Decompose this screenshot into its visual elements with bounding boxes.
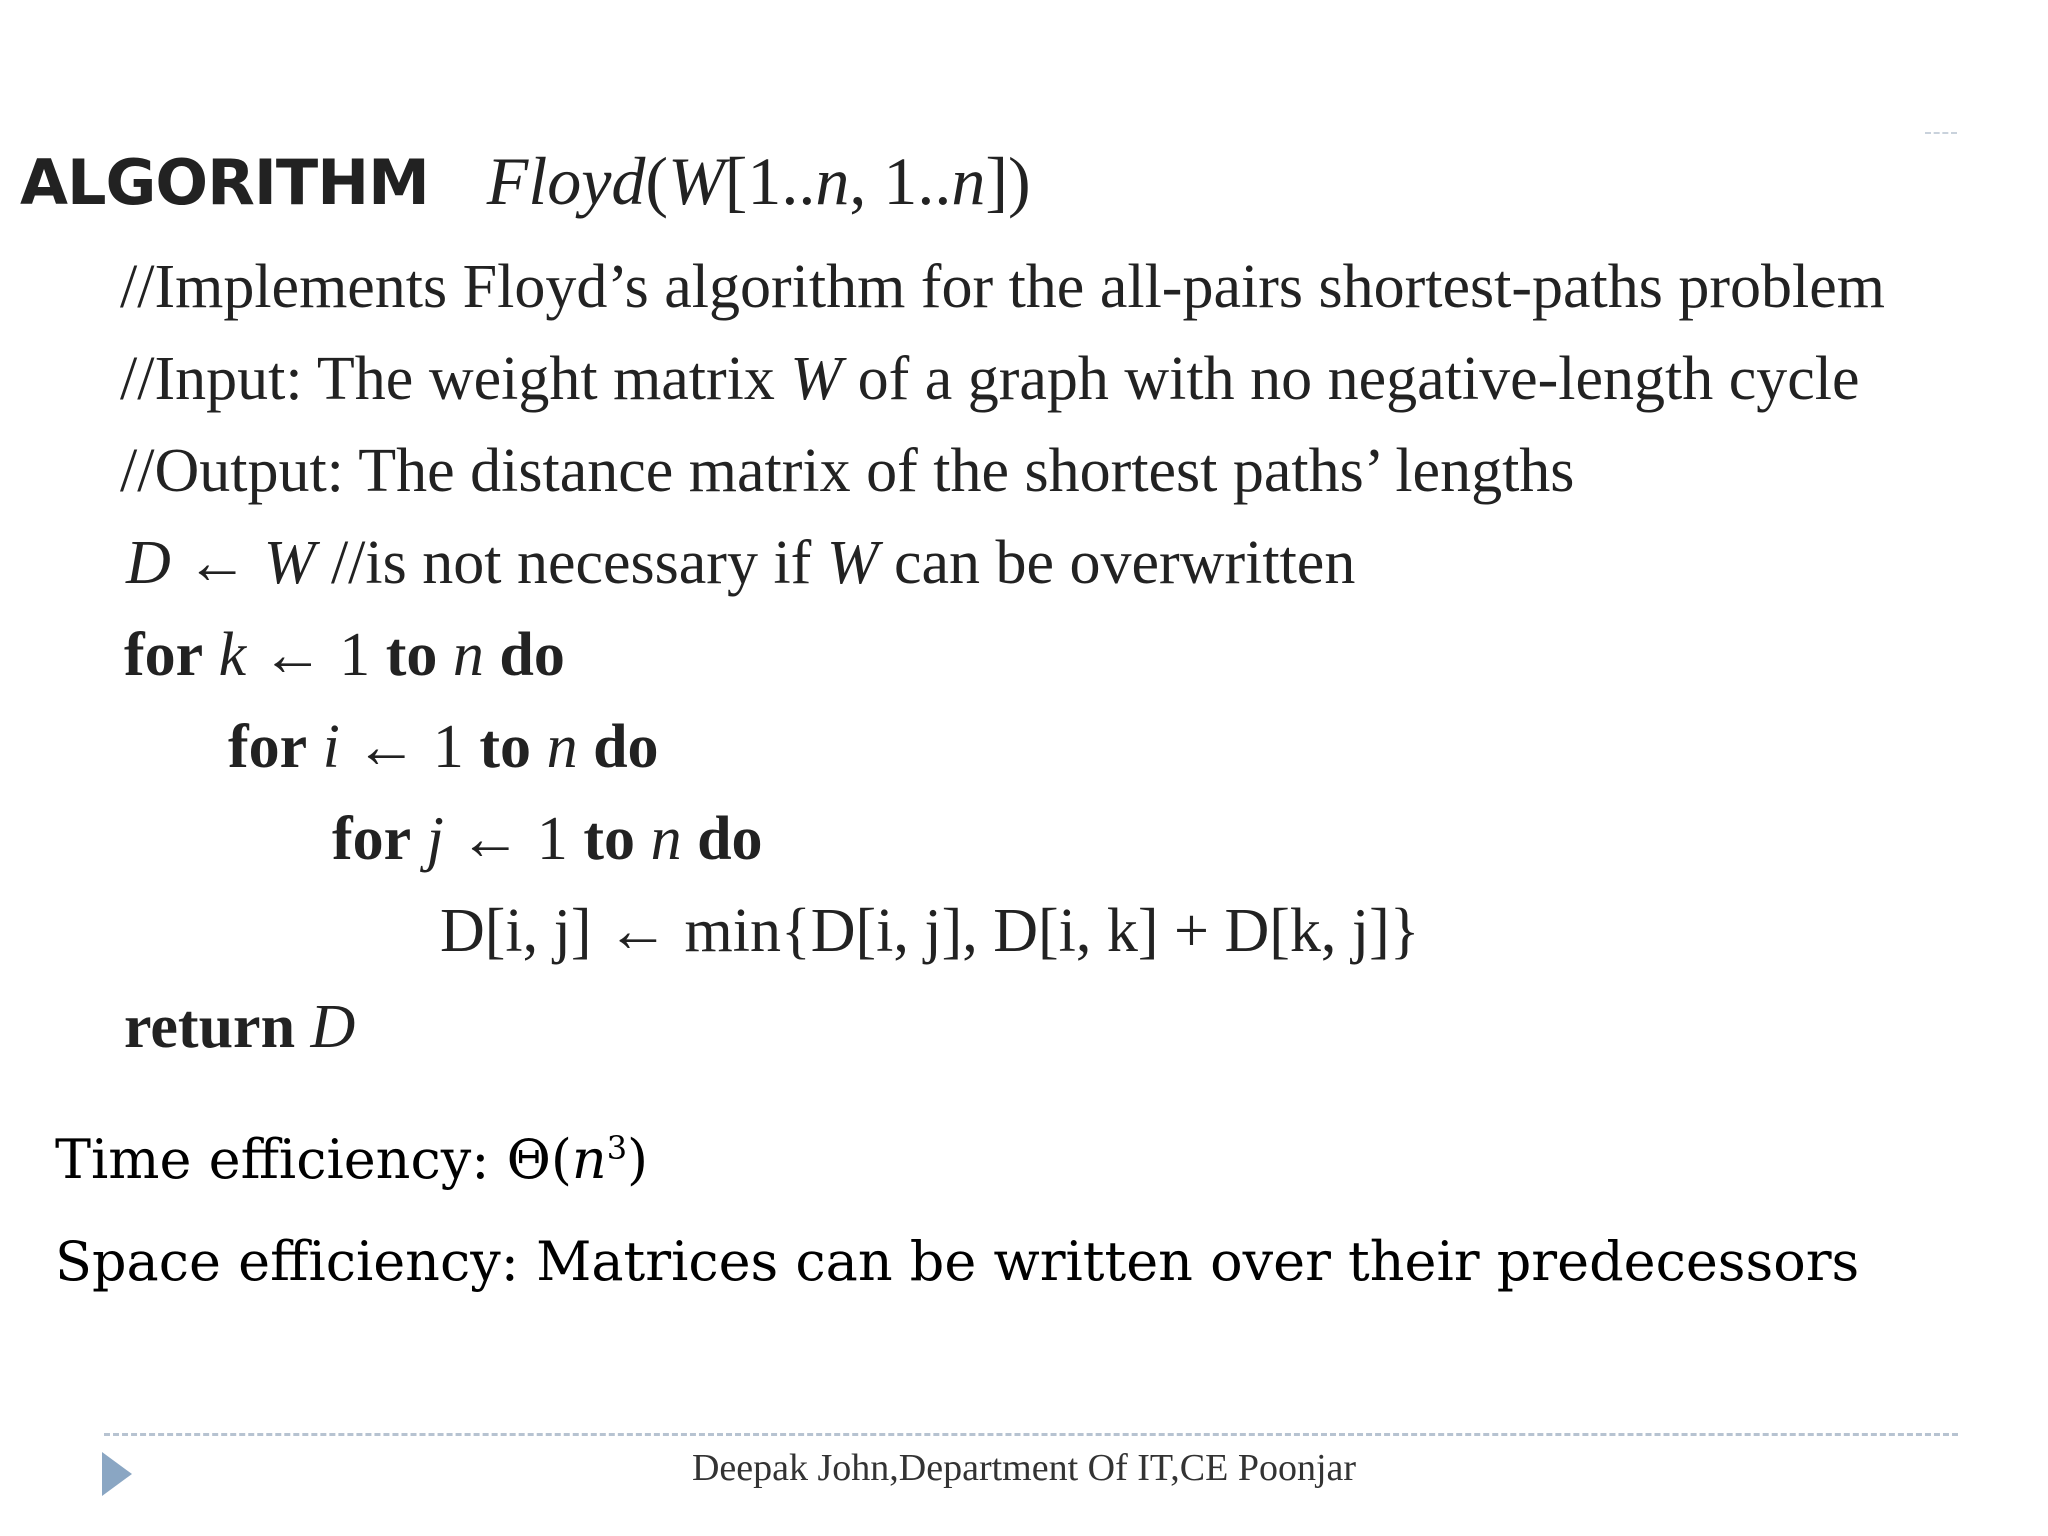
loop-k: for k ← 1 to n do bbox=[124, 621, 565, 689]
init-statement: D ← W //is not necessary if W can be overwritten bbox=[126, 529, 1356, 597]
algorithm-signature: Floyd(W[1..n, 1..n]) bbox=[486, 143, 1031, 219]
comment-input: //Input: The weight matrix W of a graph with no negative-length cycle bbox=[120, 345, 1860, 413]
comment-implements: //Implements Floyd’s algorithm for the all-pairs shortest-paths problem bbox=[120, 253, 1885, 321]
loop-i: for i ← 1 to n do bbox=[228, 713, 659, 781]
space-efficiency: Space efficiency: Matrices can be written over their predecessors bbox=[55, 1230, 1860, 1293]
loop-j: for j ← 1 to n do bbox=[332, 805, 763, 873]
algorithm-header bbox=[20, 142, 1031, 222]
return-statement: return D bbox=[124, 993, 356, 1061]
algorithm-keyword: ALGORITHM bbox=[20, 146, 429, 219]
decorative-dash bbox=[1925, 132, 1957, 134]
update-statement: D[i, j] ← min{D[i, j], D[i, k] + D[k, j]} bbox=[440, 897, 1420, 965]
footer-divider bbox=[104, 1433, 1958, 1436]
time-efficiency: Time efficiency: $\Theta(n^3)$ bbox=[55, 1128, 649, 1191]
comment-output: //Output: The distance matrix of the shortest paths’ lengths bbox=[120, 437, 1575, 505]
footer-credit: Deepak John,Department Of IT,CE Poonjar bbox=[691, 1447, 1357, 1489]
